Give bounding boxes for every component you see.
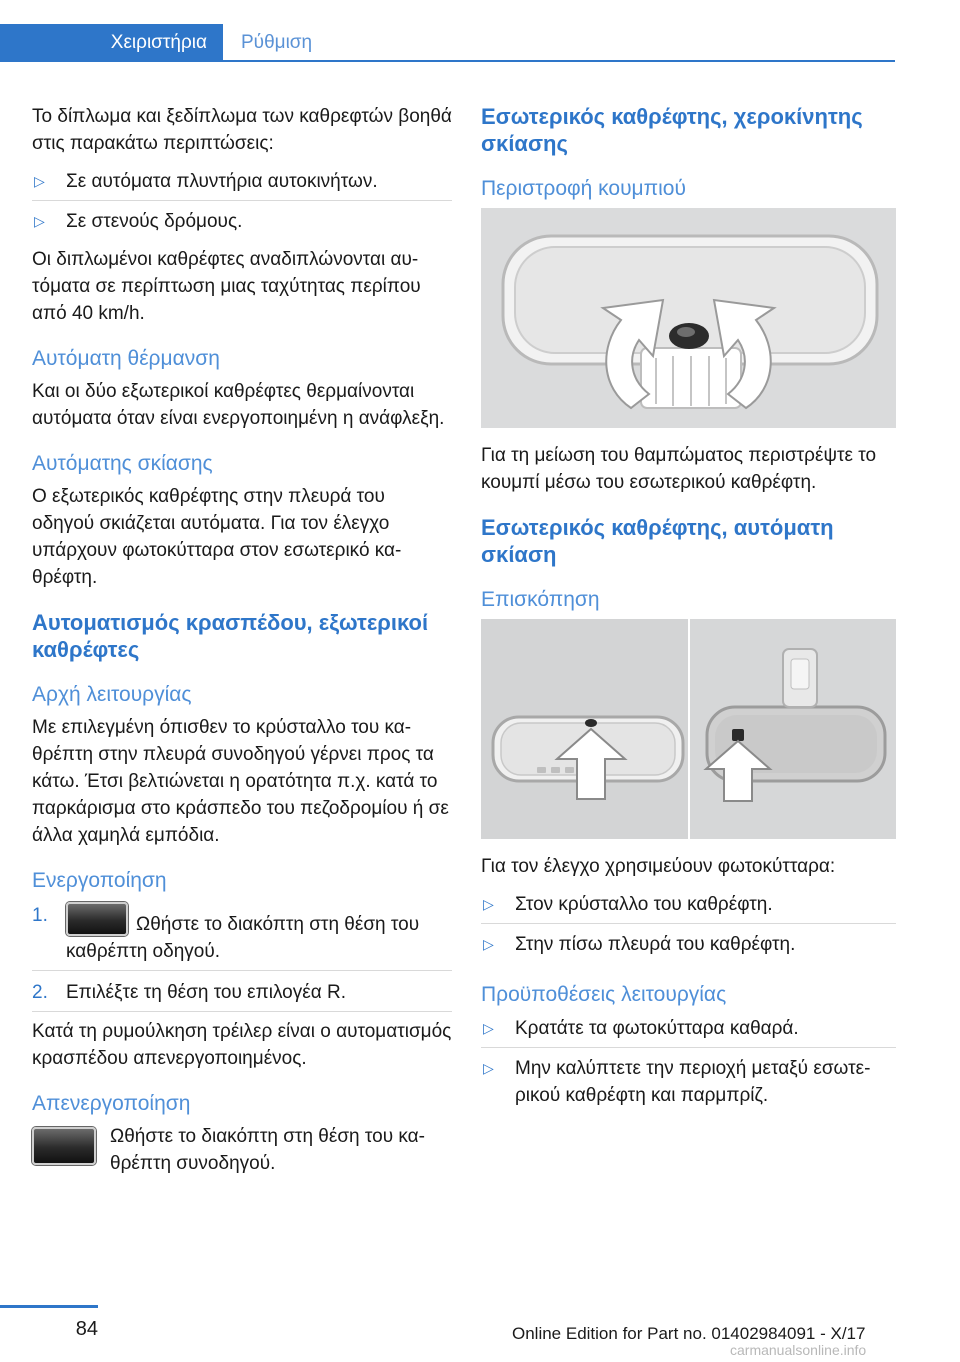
list-item: ▷ Στον κρύσταλλο του καθρέφτη. — [481, 890, 896, 924]
photocell-intro: Για τον έλεγχο χρησιμεύουν φωτοκύτταρα: — [481, 856, 836, 877]
knob-text: Για τη μείωση του θαμπώματος περιστρέψτε το κουμπί μέσω του εσωτερικού καθρέφτη. — [481, 445, 877, 493]
mirror-knob-figure — [481, 208, 896, 428]
list-item: ▷ Σε αυτόματα πλυντήρια αυτοκινήτων. — [32, 167, 452, 201]
bullet-triangle-icon: ▷ — [483, 1060, 494, 1076]
left-column — [32, 103, 452, 1187]
dimming-heading: Αυτόματης σκίασης — [32, 452, 213, 475]
activation-heading: Ενεργοποίηση — [32, 869, 167, 892]
auto-mirror-heading: Εσωτερικός καθρέφτης, αυτόματη σκίαση — [481, 515, 834, 567]
bullet-triangle-icon: ▷ — [34, 213, 45, 229]
requirements-heading: Προϋποθέσεις λειτουργίας — [481, 983, 727, 1006]
dimming-text: Ο εξωτερικός καθρέφτης στην πλευρά του οδηγού σκιάζεται αυτόματα. Για τον έλεγχο υπάρχουν φωτοκύτταρα στον εσωτερικό καθρέφτη. — [32, 486, 402, 588]
trailer-text: Κατά τη ρυμούλκηση τρέιλερ είναι ο αυτοματισμός κρασπέδου απενεργοποιημένος. — [32, 1021, 452, 1069]
mirror-switch-icon — [66, 902, 128, 936]
mirror-switch-icon — [32, 1127, 96, 1165]
list-item: ▷ Κρατάτε τα φωτοκύτταρα καθαρά. — [481, 1014, 896, 1048]
list-item: ▷ Σε στενούς δρόμους. — [32, 207, 452, 240]
auto-fold-text: Οι διπλωμένοι καθρέφτες αναδιπλώνονται αυτόματα σε περίπτωση μιας ταχύτητας περίπου από 40 km/h. — [32, 249, 421, 324]
edition-text: Online Edition for Part no. 01402984091 - X/17 — [512, 1324, 866, 1343]
deactivation-heading: Απενεργοποίηση — [32, 1092, 191, 1115]
tab-settings[interactable]: Ρύθμιση — [241, 32, 313, 53]
knob-heading: Περιστροφή κουμπιού — [481, 177, 686, 200]
principle-text: Με επιλεγμένη όπισθεν το κρύσταλλο του καθρέπτη στην πλευρά συνοδηγού γέρνει προς τα κάτω. Έτσι βελτιώνεται η ορατότητα π.χ. κατά το παρκάρισμα στο κράσπεδο του πεζοδρομίου ή σε άλλα χαμηλά εμπόδια. — [32, 717, 449, 846]
manual-mirror-heading: Εσωτερικός καθρέφτης, χεροκίνητης σκίασης — [481, 104, 863, 156]
curb-heading: Αυτοματισμός κρασπέδου, εξωτερικοί καθρέφτες — [32, 610, 429, 662]
bullet-triangle-icon: ▷ — [34, 173, 45, 189]
right-column — [481, 103, 896, 1120]
bullet-triangle-icon: ▷ — [483, 896, 494, 912]
heating-heading: Αυτόματη θέρμανση — [32, 347, 220, 370]
deactivation-text: Ωθήστε το διακόπτη στη θέση του καθρέπτη συνοδηγού. — [110, 1126, 425, 1174]
watermark: carmanualsonline.info — [730, 1342, 867, 1358]
list-item: ▷ Στην πίσω πλευρά του καθρέφτη. — [481, 930, 896, 963]
bullet-triangle-icon: ▷ — [483, 936, 494, 952]
mirror-knob-illustration — [481, 208, 896, 428]
heating-text: Και οι δύο εξωτερικοί καθρέφτες θερμαίνονται αυτόματα όταν είναι ενεργοποιημένη η ανάφλεξη. — [32, 381, 445, 429]
overview-heading: Επισκόπηση — [481, 588, 600, 611]
principle-heading: Αρχή λειτουργίας — [32, 683, 192, 706]
page-number: 84 — [75, 1318, 98, 1340]
deactivation-block — [32, 1123, 452, 1187]
step-item: 2. Επιλέξτε τη θέση του επιλογέα R. — [32, 977, 452, 1012]
photocell-illustration — [481, 619, 896, 839]
tab-controls[interactable]: Χειριστήρια — [0, 24, 223, 62]
photocell-figure — [481, 619, 896, 839]
bullet-triangle-icon: ▷ — [483, 1020, 494, 1036]
list-item: ▷ Μην καλύπτετε την περιοχή μεταξύ εσωτερικού καθρέφτη και παρμπρίζ. — [481, 1054, 896, 1114]
step-item: 1. Ωθήστε το διακόπτη στη θέση του καθρέπτη οδηγού. — [32, 900, 452, 971]
intro-text: Το δίπλωμα και ξεδίπλωμα των καθρεφτών βοηθά στις παρακάτω περιπτώσεις: — [32, 106, 452, 154]
page-header — [0, 24, 895, 62]
footer-accent-line — [0, 1305, 98, 1308]
